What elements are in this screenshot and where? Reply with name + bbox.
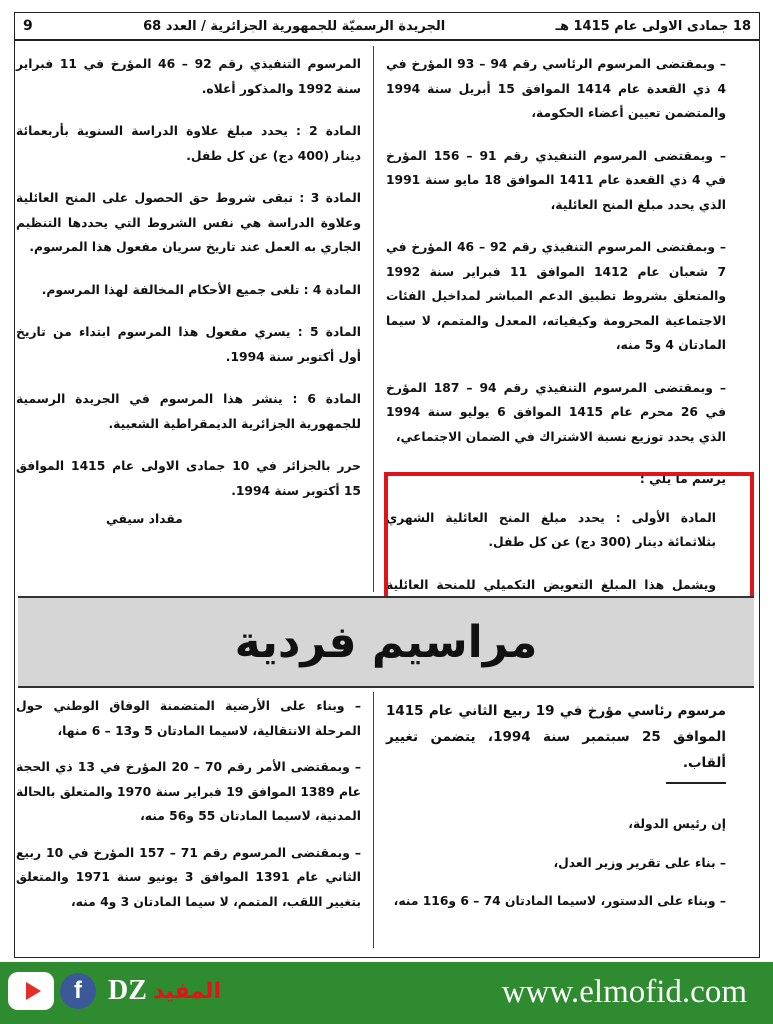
visa-paragraph: – وبناء على الأرضية المتضمنة الوفاق الوطني حول المرحلة الانتقالية، لاسيما المادتان 5 و13 – 6 منها، <box>16 699 361 738</box>
article-2 <box>16 119 361 168</box>
article-6 <box>16 387 361 436</box>
brand-arabic: المفيد <box>152 978 221 1004</box>
lower-left-column <box>16 694 361 932</box>
preamble-paragraph: – وبناء على الدستور، لاسيما المادتان 74 – 6 و116 منه، <box>393 894 726 908</box>
facebook-icon[interactable]: f <box>60 973 96 1009</box>
separator-line <box>666 782 726 784</box>
brand-latin: DZ <box>108 975 147 1006</box>
article-1-text-2: ويشمل هذا المبلغ التعويض التكميلي للمنحة العائلية <box>386 577 716 592</box>
article-4 <box>16 278 361 303</box>
article-label: المادة 4 <box>312 282 361 297</box>
banner-title: مراسيم فردية <box>234 616 538 668</box>
visa-paragraph: – وبمقتضى الأمر رقم 70 – 20 المؤرخ في 13 ذي الحجة عام 1389 الموافق 19 فبراير سنة 1970 والمتعلق بالحالة المدنية، لاسيما المادتان 55 و56 منه، <box>16 760 361 823</box>
article-text: : يسري مفعول هذا المرسوم ابتداء من تاريخ أول أكتوبر سنة 1994. <box>16 325 361 364</box>
article-text: : تلغى جميع الأحكام المخالفة لهذا المرسوم. <box>41 282 309 297</box>
continuation-text: المرسوم التنفيذي رقم 92 – 46 المؤرخ في 11 فبراير سنة 1992 والمذكور أعلاه. <box>16 57 361 96</box>
signed-place: حرر بالجزائر في 10 جمادى الاولى عام 1415 الموافق 15 أكتوبر سنة 1994. <box>16 459 361 498</box>
section-banner <box>18 596 754 688</box>
youtube-icon[interactable] <box>8 972 54 1010</box>
site-url[interactable]: www.elmofid.com <box>501 974 747 1010</box>
visa-paragraph: – وبمقتضى المرسوم التنفيذي رقم 94 – 187 المؤرخ في 26 محرم عام 1415 الموافق 6 يوليو سنة 1994 الذي يحدد توزيع نسبة الاشتراك في الضمان الاجتماعي، <box>386 380 726 444</box>
page-number: 9 <box>23 18 33 34</box>
signatory: مقداد سيفي <box>106 512 183 526</box>
column-divider-bottom <box>373 692 374 948</box>
article-text: : ينشر هذا المرسوم في الجريدة الرسمية للجمهورية الجزائرية الديمقراطية الشعبية. <box>16 392 361 431</box>
article-5 <box>16 320 361 369</box>
decree-intro: يرسم ما يلي : <box>639 472 726 486</box>
article-text: : تبقى شروط حق الحصول على المنح العائلية وعلاوة الدراسة هي نفس الشروط التي يحددها التنظيم الجاري به العمل عند تاريخ سريان مفعول هذا المرسوم. <box>16 191 361 254</box>
visa-paragraph: – وبمقتضى المرسوم الرئاسي رقم 94 – 93 المؤرخ في 4 ذي القعدة عام 1414 الموافق 15 أبريل سنة 1994 والمتضمن تعيين أعضاء الحكومة، <box>386 57 726 120</box>
lower-right-column <box>386 698 726 932</box>
article-label: المادة 6 <box>307 392 362 406</box>
footer-bar <box>0 962 773 1024</box>
header-date: 18 جمادى الاولى عام 1415 هـ <box>555 18 751 34</box>
article-text: : يحدد مبلغ علاوة الدراسة السنوية بأربعمائة دينار (400 دج) عن كل طفل. <box>16 124 361 163</box>
preamble-paragraph: إن رئيس الدولة، <box>628 817 726 831</box>
visa-paragraph: – وبمقتضى المرسوم التنفيذي رقم 91 – 156 المؤرخ في 4 ذي القعدة عام 1411 الموافق 18 مايو سنة 1991 الذي يحدد مبلغ المنح العائلية، <box>386 148 726 212</box>
visa-paragraph: – وبمقتضى المرسوم التنفيذي رقم 92 – 46 المؤرخ في 7 شعبان عام 1412 الموافق 11 فبراير سنة 1992 والمتعلق بشروط تطبيق الدعم المباشر لمداخيل الفئات الاجتماعية المحرومة وكيفياته، المعدل والمتمم، لا سيما المادتان 4 و5 منه، <box>386 240 726 352</box>
page-header <box>15 13 759 41</box>
gazette-title: الجريدة الرسميّة للجمهورية الجزائرية / العدد 68 <box>143 18 446 34</box>
visa-paragraph: – وبمقتضى المرسوم رقم 71 – 157 المؤرخ في 10 ربيع الثاني عام 1391 الموافق 3 يونيو سنة 1971 والمتعلق بتغيير اللقب، المتمم، لا سيما المادتان 3 و4 منه، <box>16 845 361 909</box>
highlight-box <box>384 472 754 604</box>
decree-heading: مرسوم رئاسي مؤرخ في 19 ربيع الثاني عام 1415 الموافق 25 سبتمبر سنة 1994، يتضمن تغيير ألقاب. <box>386 703 727 771</box>
social-links <box>8 972 221 1010</box>
left-column <box>16 52 361 550</box>
preamble-paragraph: – بناء على تقرير وزير العدل، <box>553 855 726 870</box>
article-1-label: المادة الأولى <box>631 510 716 525</box>
article-label: المادة 2 <box>309 124 362 138</box>
article-1-text: : يحدد مبلغ المنح العائلية الشهري بثلاثمائة دينار (300 دج) عن كل طفل. <box>386 510 716 549</box>
article-3 <box>16 186 361 260</box>
column-divider-top <box>373 46 374 592</box>
article-label: المادة 5 <box>309 325 361 339</box>
article-label: المادة 3 <box>310 191 362 205</box>
